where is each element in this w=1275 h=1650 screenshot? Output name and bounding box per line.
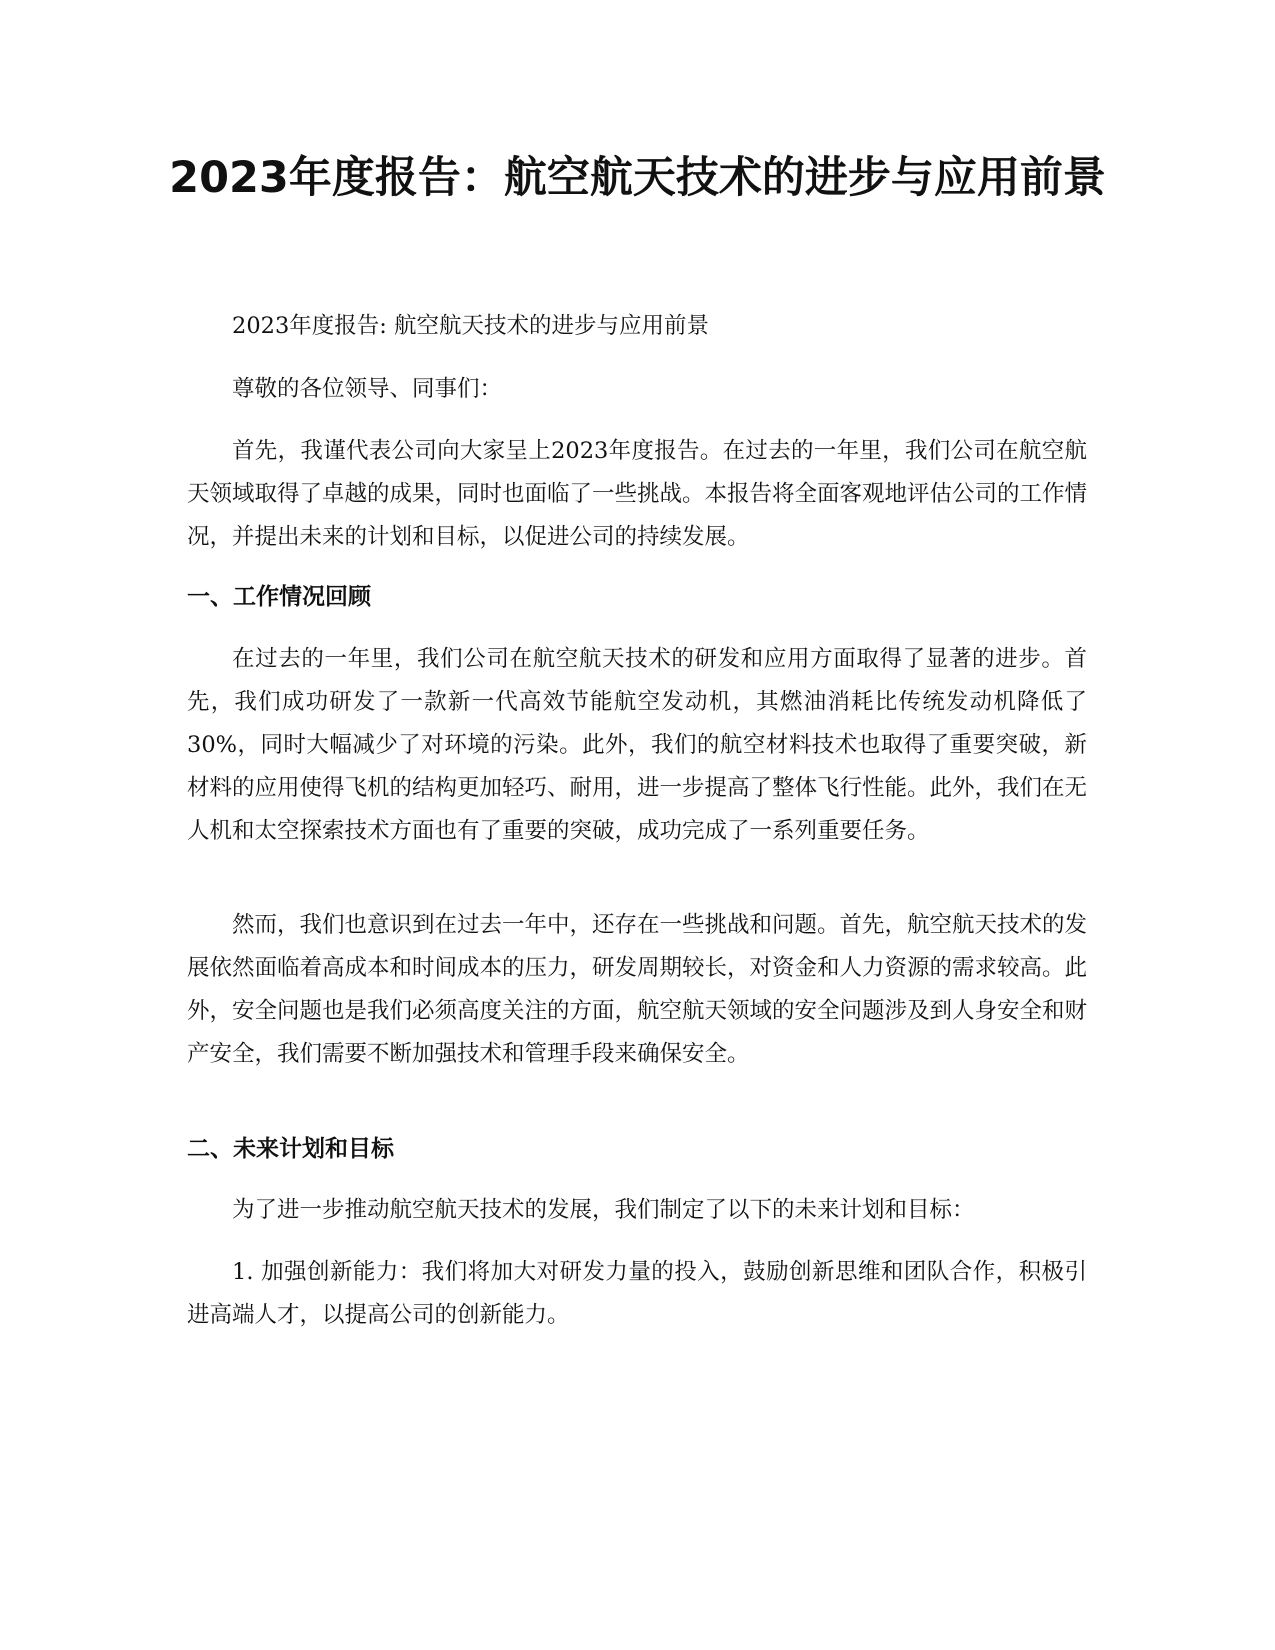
section-heading-plans: 二、未来计划和目标 — [187, 1136, 394, 1162]
subtitle-line: 2023年度报告: 航空航天技术的进步与应用前景 — [232, 313, 709, 339]
review-paragraph-2: 然而，我们也意识到在过去一年中，还存在一些挑战和问题。首先，航空航天技术的发展依然面临着高成本和时间成本的压力，研发周期较长，对资金和人力资源的需求较高。此外，安全问题也是我们必须高度关注的方面，航空航天领域的安全问题涉及到人身安全和财产安全，我们需要不断加强技术和管理手段来确保安全。 — [187, 912, 1088, 1067]
section-heading-review: 一、工作情况回顾 — [187, 584, 371, 610]
review-paragraph-1: 在过去的一年里，我们公司在航空航天技术的研发和应用方面取得了显著的进步。首先，我们成功研发了一款新一代高效节能航空发动机，其燃油消耗比传统发动机降低了30%，同时大幅减少了对环境的污染。此外，我们的航空材料技术也取得了重要突破，新材料的应用使得飞机的结构更加轻巧、耐用，进一步提高了整体飞行性能。此外，我们在无人机和太空探索技术方面也有了重要的突破，成功完成了一系列重要任务。 — [187, 646, 1088, 844]
greeting: 尊敬的各位领导、同事们： — [232, 376, 503, 402]
intro-paragraph: 首先，我谨代表公司向大家呈上2023年度报告。在过去的一年里，我们公司在航空航天领域取得了卓越的成果，同时也面临了一些挑战。本报告将全面客观地评估公司的工作情况，并提出未来的计划和目标，以促进公司的持续发展。 — [187, 438, 1088, 550]
plan-item-1: 1. 加强创新能力：我们将加大对研发力量的投入，鼓励创新思维和团队合作，积极引进高端人才，以提高公司的创新能力。 — [187, 1259, 1087, 1328]
document-title: 2023年度报告：航空航天技术的进步与应用前景 — [169, 153, 1106, 203]
plans-intro-paragraph: 为了进一步推动航空航天技术的发展，我们制定了以下的未来计划和目标： — [232, 1197, 975, 1223]
